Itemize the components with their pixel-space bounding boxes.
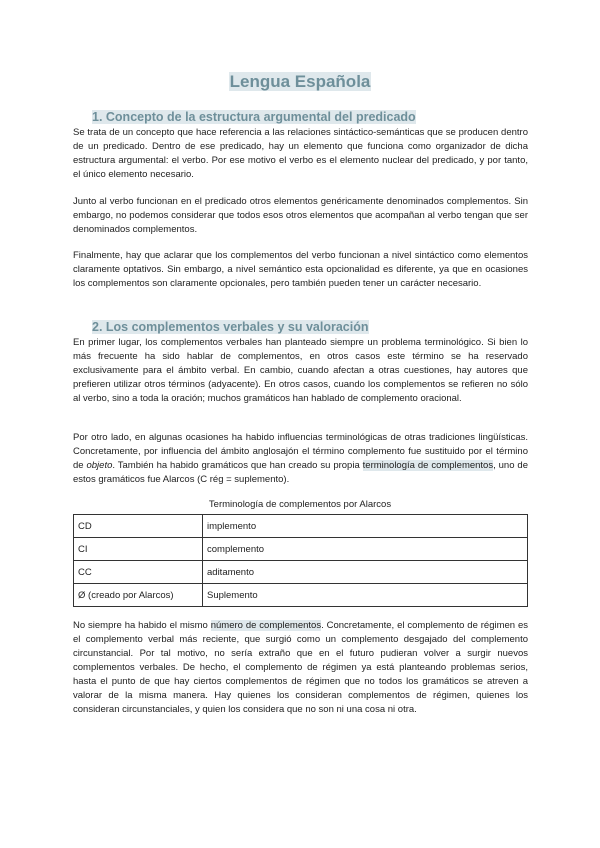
- table-cell-function: CI: [74, 538, 203, 561]
- table-cell-term: complemento: [203, 538, 528, 561]
- section-2-paragraph-2: Por otro lado, en algunas ocasiones ha habido influencias terminológicas de otras tradiciones lingüísticas. Concretamente, por influencia del ámbito anglosajón el término complemento fue sustituido por el término de objeto. También ha habido gramáticos que han creado su propia terminología de complementos, uno de estos gramáticos fue Alarcos (C rég = suplemento).: [73, 432, 528, 485]
- highlighted-term: terminología de complementos: [362, 460, 494, 471]
- section-2-paragraph-1: En primer lugar, los complementos verbales han planteado siempre un problema terminológico. Si bien lo más frecuente ha sido hablar de complementos, en otros casos este término se ha reservado exclusivamente para el ámbito verbal. En cambio, cuando afectan a otras cuestiones, hay autores que prefieren utilizar otros términos (adyacente). En otros casos, cuando los complementos se refieren no sólo al verbo, sino a toda la oración; muchos gramáticos han hablado de complemento oracional.: [73, 337, 528, 404]
- table-row: [74, 561, 528, 584]
- section-1-paragraph-3: Finalmente, hay que aclarar que los complementos del verbo funcionan a nivel sintáctico como elementos claramente optativos. Sin embargo, a nivel semántico esta opcionalidad es diferente, ya que en ocasiones los complementos son claramente opcionales, pero también pueden tener un carácter necesario.: [73, 250, 528, 289]
- section-1-paragraph-2: Junto al verbo funcionan en el predicado otros elementos genéricamente denominados complementos. Sin embargo, no podemos considerar que todos esos otros elementos que acompañan al verbo tengan que ser denominados complementos.: [73, 196, 528, 235]
- table-cell-function: CC: [74, 561, 203, 584]
- section-1-heading: 1. Concepto de la estructura argumental del predicado: [92, 110, 416, 124]
- table-row: [74, 538, 528, 561]
- table-caption: Terminología de complementos por Alarcos: [208, 499, 392, 510]
- table-cell-term: implemento: [203, 515, 528, 538]
- terminology-table: [73, 514, 528, 607]
- table-cell-term: Suplemento: [203, 584, 528, 607]
- table-row: [74, 515, 528, 538]
- table-cell-term: aditamento: [203, 561, 528, 584]
- table-cell-function: CD: [74, 515, 203, 538]
- document-title: Lengua Española: [229, 72, 371, 91]
- table-cell-function: Ø (creado por Alarcos): [74, 584, 203, 607]
- table-row: [74, 584, 528, 607]
- italic-term-objeto: objeto: [86, 460, 113, 471]
- highlighted-term: número de complementos: [210, 620, 322, 631]
- section-2-heading: 2. Los complementos verbales y su valoración: [92, 320, 369, 334]
- section-2-paragraph-3: No siempre ha habido el mismo número de complementos. Concretamente, el complemento de régimen es el complemento verbal más reciente, que surgió como un complemento desgajado del complemento circunstancial. Por tal motivo, no sería extraño que en el futuro pudieran volver a surgir nuevos complementos verbales. De hecho, el complemento de régimen ya está planteando problemas serios, hasta el punto de que hay ciertos complementos de régimen que no todos los gramáticos se atreven a valorar de la misma manera. Hay quienes los consideran complementos de régimen, quienes los consideran circunstanciales, y quien los considera que no son ni una cosa ni otra.: [73, 620, 528, 715]
- section-1-paragraph-1: Se trata de un concepto que hace referencia a las relaciones sintáctico-semánticas que se producen dentro de un predicado. Dentro de ese predicado, hay un elemento que funciona como organizador de dicha estructura argumental: el verbo. Por ese motivo el verbo es el elemento nuclear del predicado, y por tanto, el único elemento necesario.: [73, 127, 528, 180]
